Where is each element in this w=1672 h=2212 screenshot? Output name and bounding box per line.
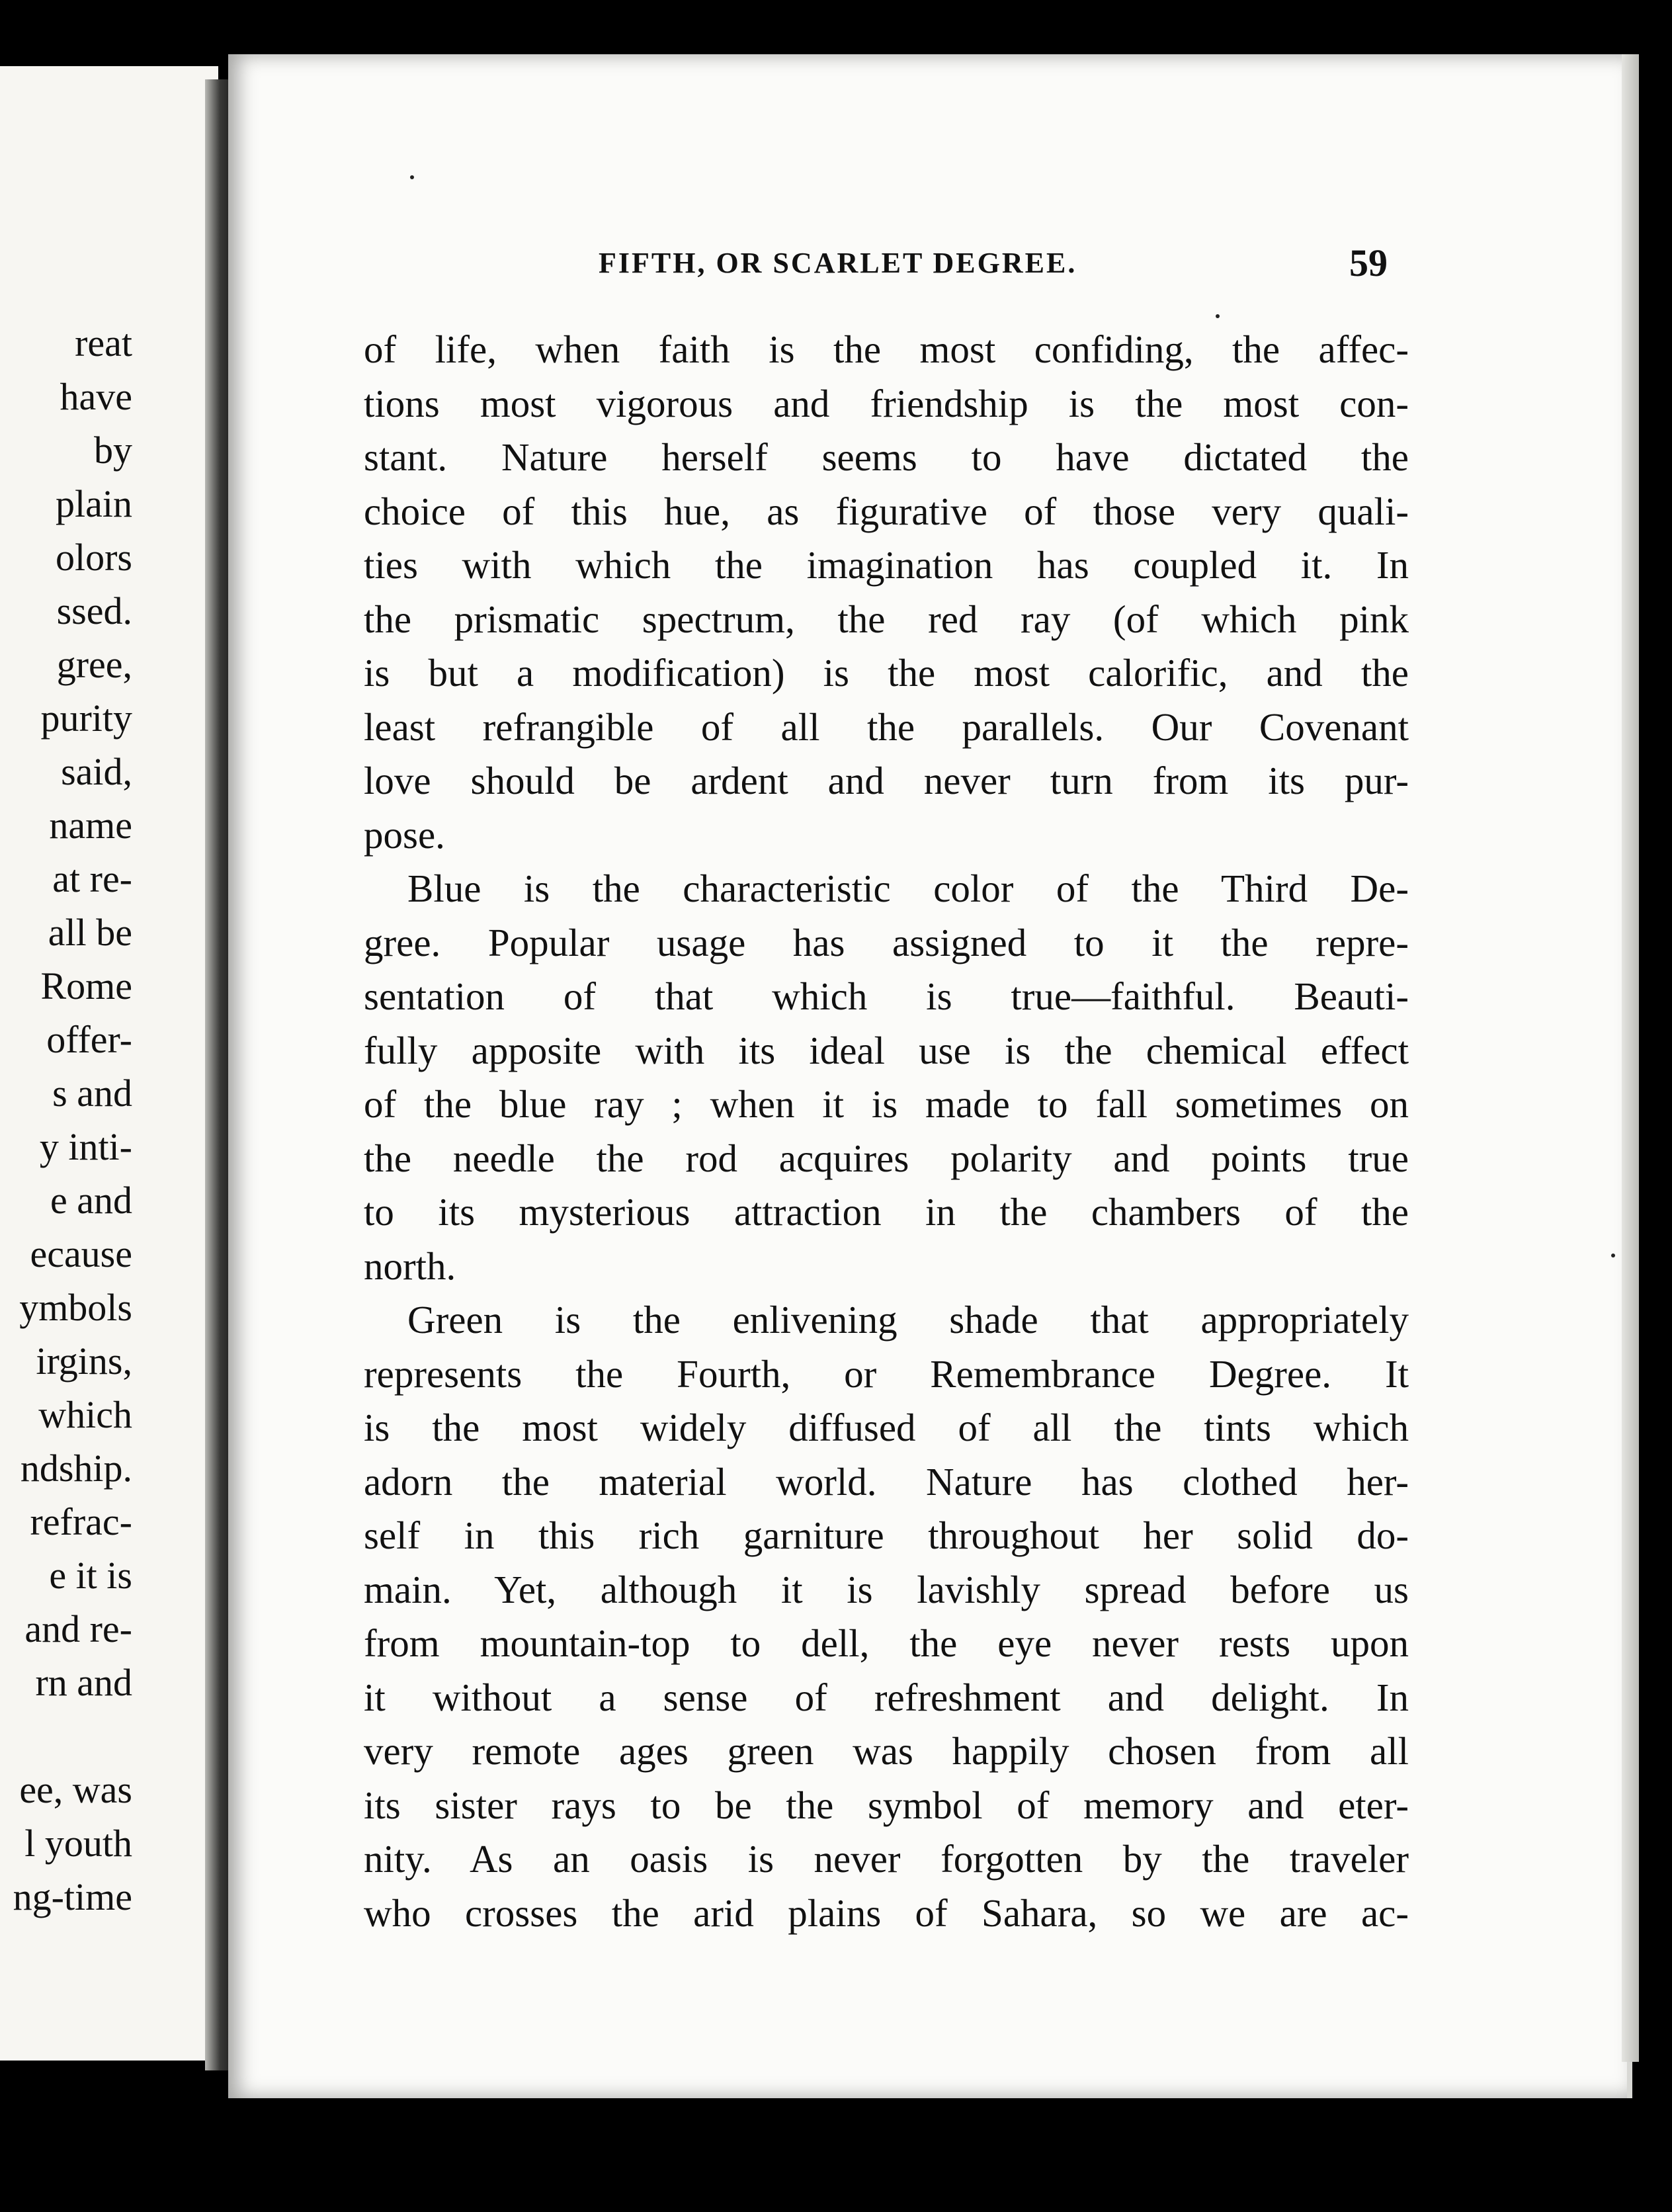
paragraph-start-line: Blue is the characteristic color of the Third De-	[407, 867, 1409, 910]
text-line: the needle the rod acquires polarity and points true	[364, 1136, 1409, 1180]
left-page-line: ecause	[30, 1232, 132, 1275]
text-line: adorn the material world. Nature has clothed her-	[364, 1459, 1409, 1504]
left-page-line: ng-time	[13, 1875, 132, 1918]
text-line: north.	[364, 1244, 456, 1288]
left-page-line: ssed.	[56, 589, 132, 632]
text-line: very remote ages green was happily chosen from all	[364, 1729, 1409, 1773]
text-line: it without a sense of refreshment and delight. In	[364, 1675, 1409, 1719]
left-page-line: Rome	[40, 964, 132, 1007]
left-page-line: ndship.	[20, 1447, 132, 1490]
text-line: to its mysterious attraction in the chambers of the	[364, 1190, 1409, 1234]
left-page-line: by	[94, 429, 132, 472]
scan-speck	[410, 175, 414, 179]
text-line: represents the Fourth, or Remembrance Degree. It	[364, 1351, 1409, 1396]
left-page-line: all be	[48, 911, 132, 954]
paragraph-start-line: Green is the enlivening shade that appropriately	[407, 1298, 1409, 1341]
body-text	[364, 323, 1409, 1940]
text-line: main. Yet, although it is lavishly spread before us	[364, 1567, 1409, 1611]
text-line: who crosses the arid plains of Sahara, so we are ac-	[364, 1891, 1409, 1935]
left-page-line: olors	[56, 536, 132, 579]
text-line: sentation of that which is true—faithful. Beauti-	[364, 974, 1409, 1018]
text-line: ties with which the imagination has coupled it. In	[364, 543, 1409, 587]
text-line: nity. As an oasis is never forgotten by the traveler	[364, 1837, 1409, 1881]
text-line: gree. Popular usage has assigned to it the repre-	[364, 920, 1409, 964]
left-page-line: ymbols	[19, 1286, 132, 1329]
left-page-line: said,	[61, 750, 132, 793]
left-page-line: irgins,	[36, 1340, 132, 1382]
text-line: love should be ardent and never turn from its pur-	[364, 759, 1409, 802]
left-page-line: refrac-	[30, 1500, 132, 1543]
left-page-line: s and	[52, 1072, 132, 1115]
left-page-line: at re-	[52, 857, 132, 900]
left-page-line: y inti-	[39, 1125, 132, 1168]
left-page-line: and re-	[24, 1607, 132, 1650]
left-page-line: offer-	[46, 1018, 132, 1061]
text-line: its sister rays to be the symbol of memory and eter-	[364, 1783, 1409, 1827]
left-page-line: reat	[75, 321, 132, 364]
text-line: stant. Nature herself seems to have dictated the	[364, 435, 1409, 479]
left-facing-page	[0, 66, 218, 2061]
left-page-line: gree,	[56, 643, 132, 686]
left-page-line: have	[60, 375, 132, 418]
page-edge	[1622, 54, 1639, 2062]
text-line: from mountain-top to dell, the eye never rests upon	[364, 1621, 1409, 1665]
text-line: is the most widely diffused of all the tints which	[364, 1406, 1409, 1449]
text-line: self in this rich garniture throughout her solid do-	[364, 1513, 1409, 1557]
text-line: choice of this hue, as figurative of those very quali-	[364, 489, 1409, 533]
text-line: tions most vigorous and friendship is the most con-	[364, 381, 1409, 425]
left-page-line: purity	[40, 697, 132, 740]
text-line: of life, when faith is the most confiding, the affec-	[364, 327, 1409, 371]
text-line: is but a modification) is the most calorific, and the	[364, 651, 1409, 695]
text-line: pose.	[364, 812, 445, 857]
left-page-line: l youth	[24, 1822, 132, 1865]
left-page-line: e it is	[49, 1554, 132, 1597]
left-page-line: plain	[56, 482, 132, 525]
scan-speck	[1611, 1254, 1615, 1257]
text-line: fully apposite with its ideal use is the chemical effect	[364, 1028, 1409, 1072]
page-number: 59	[1349, 241, 1388, 284]
left-page-line: ee, was	[19, 1768, 132, 1811]
left-page-line: which	[38, 1393, 132, 1436]
left-page-line: e and	[50, 1179, 132, 1222]
text-line: least refrangible of all the parallels. Our Covenant	[364, 704, 1409, 749]
running-head: FIFTH, OR SCARLET DEGREE.	[599, 247, 1077, 279]
left-page-line: rn and	[35, 1661, 132, 1704]
text-line: of the blue ray ; when it is made to fall sometimes on	[364, 1082, 1409, 1126]
text-line: the prismatic spectrum, the red ray (of which pink	[364, 597, 1409, 641]
left-page-line: name	[49, 804, 132, 847]
scan-speck	[1216, 314, 1220, 318]
